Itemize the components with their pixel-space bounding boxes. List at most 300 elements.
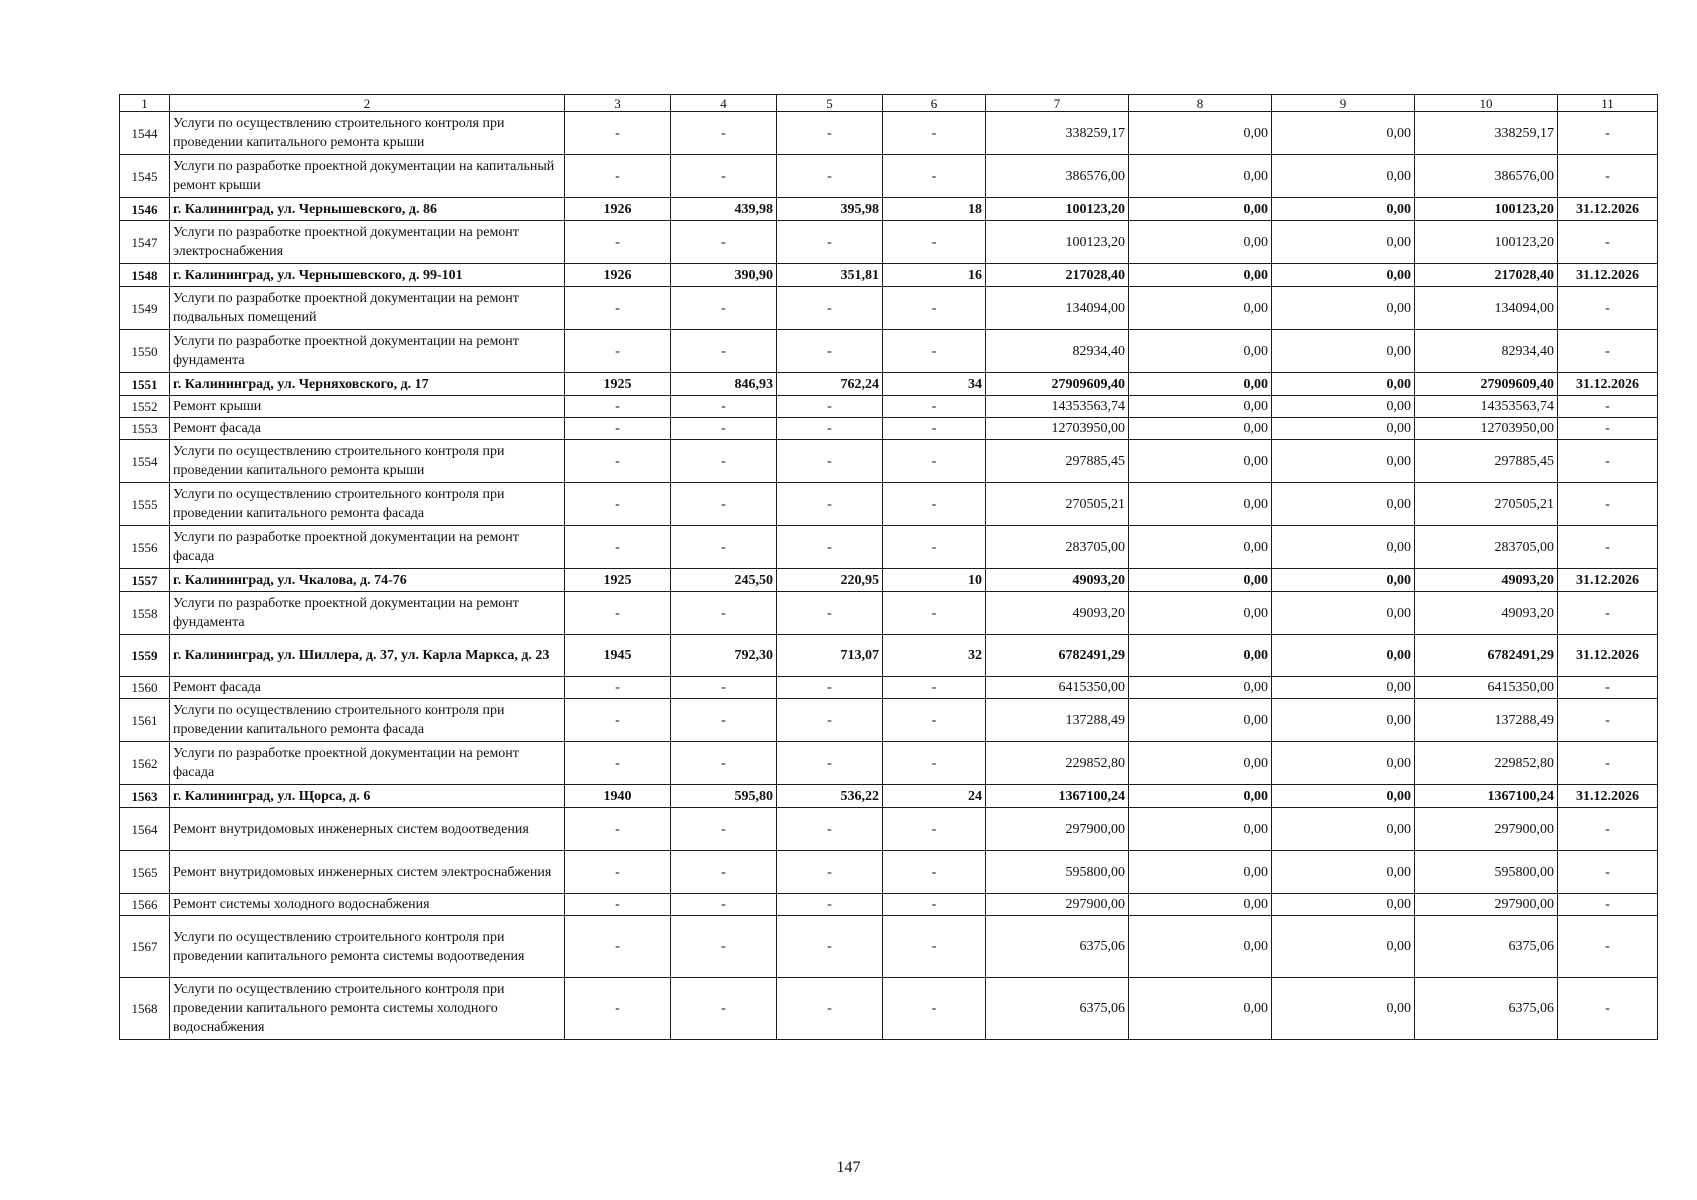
deadline-cell: - xyxy=(1558,526,1658,569)
deadline-cell: 31.12.2026 xyxy=(1558,635,1658,677)
area-total-cell: - xyxy=(671,978,777,1040)
cost-col9-cell: 0,00 xyxy=(1272,483,1415,526)
row-description: г. Калининград, ул. Черняховского, д. 17 xyxy=(170,373,565,396)
residents-cell: 24 xyxy=(883,785,986,808)
cost-col8-cell: 0,00 xyxy=(1129,785,1272,808)
row-number: 1565 xyxy=(120,851,170,894)
cost-col8-cell: 0,00 xyxy=(1129,978,1272,1040)
area-living-cell: - xyxy=(777,287,883,330)
deadline-cell: 31.12.2026 xyxy=(1558,785,1658,808)
row-description: Ремонт внутридомовых инженерных систем электроснабжения xyxy=(170,851,565,894)
row-number: 1560 xyxy=(120,677,170,699)
deadline-cell: - xyxy=(1558,483,1658,526)
area-total-cell: - xyxy=(671,483,777,526)
residents-cell: 32 xyxy=(883,635,986,677)
cost-col8-cell: 0,00 xyxy=(1129,526,1272,569)
row-description: Услуги по осуществлению строительного контроля при проведении капитального ремонта системы холодного водоснабжения xyxy=(170,978,565,1040)
year-cell: - xyxy=(565,851,671,894)
row-description: г. Калининград, ул. Чернышевского, д. 86 xyxy=(170,198,565,221)
year-cell: 1945 xyxy=(565,635,671,677)
residents-cell: - xyxy=(883,916,986,978)
area-living-cell: - xyxy=(777,330,883,373)
cost-col9-cell: 0,00 xyxy=(1272,894,1415,916)
row-description: Услуги по разработке проектной документации на ремонт электроснабжения xyxy=(170,221,565,264)
row-description: Услуги по разработке проектной документации на ремонт подвальных помещений xyxy=(170,287,565,330)
residents-cell: 10 xyxy=(883,569,986,592)
cost-col10-cell: 49093,20 xyxy=(1415,592,1558,635)
area-total-cell: 245,50 xyxy=(671,569,777,592)
cost-col10-cell: 6782491,29 xyxy=(1415,635,1558,677)
residents-cell: - xyxy=(883,287,986,330)
area-total-cell: - xyxy=(671,894,777,916)
residents-cell: - xyxy=(883,978,986,1040)
deadline-cell: - xyxy=(1558,418,1658,440)
cost-col8-cell: 0,00 xyxy=(1129,742,1272,785)
year-cell: - xyxy=(565,894,671,916)
cost-col8-cell: 0,00 xyxy=(1129,440,1272,483)
residents-cell: - xyxy=(883,396,986,418)
residents-cell: 18 xyxy=(883,198,986,221)
area-total-cell: - xyxy=(671,699,777,742)
row-description: Услуги по разработке проектной документации на капитальный ремонт крыши xyxy=(170,155,565,198)
row-description: Ремонт внутридомовых инженерных систем водоотведения xyxy=(170,808,565,851)
cost-col8-cell: 0,00 xyxy=(1129,569,1272,592)
row-number: 1545 xyxy=(120,155,170,198)
area-living-cell: 536,22 xyxy=(777,785,883,808)
cost-col8-cell: 0,00 xyxy=(1129,396,1272,418)
deadline-cell: - xyxy=(1558,287,1658,330)
deadline-cell: - xyxy=(1558,808,1658,851)
deadline-cell: - xyxy=(1558,677,1658,699)
cost-col8-cell: 0,00 xyxy=(1129,198,1272,221)
deadline-cell: - xyxy=(1558,155,1658,198)
cost-total-cell: 217028,40 xyxy=(986,264,1129,287)
deadline-cell: - xyxy=(1558,894,1658,916)
cost-col9-cell: 0,00 xyxy=(1272,808,1415,851)
cost-col10-cell: 14353563,74 xyxy=(1415,396,1558,418)
cost-total-cell: 49093,20 xyxy=(986,592,1129,635)
row-number: 1549 xyxy=(120,287,170,330)
work-item-row xyxy=(120,699,1658,742)
area-total-cell: - xyxy=(671,287,777,330)
residents-cell: - xyxy=(883,894,986,916)
row-number: 1548 xyxy=(120,264,170,287)
address-row xyxy=(120,635,1658,677)
row-description: Услуги по разработке проектной документации на ремонт фасада xyxy=(170,742,565,785)
area-living-cell: - xyxy=(777,418,883,440)
work-item-row xyxy=(120,526,1658,569)
cost-col9-cell: 0,00 xyxy=(1272,112,1415,155)
area-total-cell: - xyxy=(671,742,777,785)
row-number: 1562 xyxy=(120,742,170,785)
row-description: Ремонт фасада xyxy=(170,677,565,699)
cost-col9-cell: 0,00 xyxy=(1272,396,1415,418)
row-description: Услуги по осуществлению строительного контроля при проведении капитального ремонта фасада xyxy=(170,699,565,742)
cost-col8-cell: 0,00 xyxy=(1129,287,1272,330)
row-description: г. Калининград, ул. Шиллера, д. 37, ул. Карла Маркса, д. 23 xyxy=(170,635,565,677)
residents-cell: - xyxy=(883,155,986,198)
area-living-cell: - xyxy=(777,677,883,699)
work-item-row xyxy=(120,440,1658,483)
row-number: 1544 xyxy=(120,112,170,155)
cost-total-cell: 1367100,24 xyxy=(986,785,1129,808)
area-total-cell: - xyxy=(671,808,777,851)
residents-cell: - xyxy=(883,112,986,155)
row-description: г. Калининград, ул. Щорса, д. 6 xyxy=(170,785,565,808)
area-living-cell: - xyxy=(777,894,883,916)
row-number: 1552 xyxy=(120,396,170,418)
deadline-cell: 31.12.2026 xyxy=(1558,264,1658,287)
row-number: 1561 xyxy=(120,699,170,742)
year-cell: 1925 xyxy=(565,569,671,592)
cost-col9-cell: 0,00 xyxy=(1272,330,1415,373)
cost-total-cell: 270505,21 xyxy=(986,483,1129,526)
year-cell: - xyxy=(565,526,671,569)
cost-col10-cell: 137288,49 xyxy=(1415,699,1558,742)
cost-col8-cell: 0,00 xyxy=(1129,264,1272,287)
residents-cell: - xyxy=(883,808,986,851)
cost-total-cell: 6415350,00 xyxy=(986,677,1129,699)
column-number-row xyxy=(120,95,1658,112)
year-cell: - xyxy=(565,592,671,635)
column-header: 4 xyxy=(671,95,777,112)
area-living-cell: - xyxy=(777,155,883,198)
area-total-cell: - xyxy=(671,396,777,418)
year-cell: - xyxy=(565,155,671,198)
area-living-cell: 762,24 xyxy=(777,373,883,396)
residents-cell: - xyxy=(883,677,986,699)
cost-col9-cell: 0,00 xyxy=(1272,287,1415,330)
cost-col9-cell: 0,00 xyxy=(1272,742,1415,785)
cost-col10-cell: 297900,00 xyxy=(1415,894,1558,916)
cost-col10-cell: 283705,00 xyxy=(1415,526,1558,569)
row-description: Услуги по разработке проектной документации на ремонт фундамента xyxy=(170,592,565,635)
area-living-cell: - xyxy=(777,851,883,894)
cost-total-cell: 229852,80 xyxy=(986,742,1129,785)
area-total-cell: - xyxy=(671,221,777,264)
cost-col10-cell: 595800,00 xyxy=(1415,851,1558,894)
column-header: 1 xyxy=(120,95,170,112)
cost-col9-cell: 0,00 xyxy=(1272,198,1415,221)
year-cell: - xyxy=(565,221,671,264)
row-number: 1557 xyxy=(120,569,170,592)
area-living-cell: 395,98 xyxy=(777,198,883,221)
work-item-row xyxy=(120,742,1658,785)
cost-total-cell: 6782491,29 xyxy=(986,635,1129,677)
work-item-row xyxy=(120,483,1658,526)
page-number: 147 xyxy=(836,1159,861,1176)
deadline-cell: 31.12.2026 xyxy=(1558,198,1658,221)
area-living-cell: 351,81 xyxy=(777,264,883,287)
address-row xyxy=(120,198,1658,221)
row-description: Ремонт крыши xyxy=(170,396,565,418)
cost-total-cell: 6375,06 xyxy=(986,978,1129,1040)
row-description: Услуги по осуществлению строительного контроля при проведении капитального ремонта фасада xyxy=(170,483,565,526)
cost-col10-cell: 134094,00 xyxy=(1415,287,1558,330)
cost-total-cell: 595800,00 xyxy=(986,851,1129,894)
cost-total-cell: 49093,20 xyxy=(986,569,1129,592)
work-item-row xyxy=(120,978,1658,1040)
column-header: 8 xyxy=(1129,95,1272,112)
cost-col8-cell: 0,00 xyxy=(1129,592,1272,635)
area-total-cell: - xyxy=(671,592,777,635)
column-header: 5 xyxy=(777,95,883,112)
cost-col10-cell: 82934,40 xyxy=(1415,330,1558,373)
cost-col9-cell: 0,00 xyxy=(1272,916,1415,978)
area-living-cell: - xyxy=(777,808,883,851)
cost-col8-cell: 0,00 xyxy=(1129,808,1272,851)
cost-col9-cell: 0,00 xyxy=(1272,978,1415,1040)
cost-col8-cell: 0,00 xyxy=(1129,916,1272,978)
cost-col9-cell: 0,00 xyxy=(1272,155,1415,198)
cost-col9-cell: 0,00 xyxy=(1272,264,1415,287)
work-item-row xyxy=(120,894,1658,916)
cost-col9-cell: 0,00 xyxy=(1272,699,1415,742)
address-row xyxy=(120,264,1658,287)
row-description: г. Калининград, ул. Чкалова, д. 74-76 xyxy=(170,569,565,592)
residents-cell: - xyxy=(883,851,986,894)
cost-col10-cell: 297900,00 xyxy=(1415,808,1558,851)
row-description: Ремонт фасада xyxy=(170,418,565,440)
deadline-cell: - xyxy=(1558,330,1658,373)
row-number: 1559 xyxy=(120,635,170,677)
cost-col10-cell: 386576,00 xyxy=(1415,155,1558,198)
column-header: 9 xyxy=(1272,95,1415,112)
area-living-cell: 713,07 xyxy=(777,635,883,677)
year-cell: - xyxy=(565,287,671,330)
area-total-cell: - xyxy=(671,851,777,894)
row-number: 1564 xyxy=(120,808,170,851)
row-description: Услуги по разработке проектной документации на ремонт фасада xyxy=(170,526,565,569)
cost-total-cell: 27909609,40 xyxy=(986,373,1129,396)
cost-col8-cell: 0,00 xyxy=(1129,851,1272,894)
area-living-cell: - xyxy=(777,112,883,155)
cost-total-cell: 338259,17 xyxy=(986,112,1129,155)
deadline-cell: - xyxy=(1558,440,1658,483)
year-cell: - xyxy=(565,699,671,742)
work-item-row xyxy=(120,155,1658,198)
deadline-cell: 31.12.2026 xyxy=(1558,373,1658,396)
row-description: Услуги по осуществлению строительного контроля при проведении капитального ремонта крыши xyxy=(170,112,565,155)
row-description: Услуги по осуществлению строительного контроля при проведении капитального ремонта крыши xyxy=(170,440,565,483)
address-row xyxy=(120,569,1658,592)
row-number: 1567 xyxy=(120,916,170,978)
column-header: 3 xyxy=(565,95,671,112)
column-header: 11 xyxy=(1558,95,1658,112)
cost-col8-cell: 0,00 xyxy=(1129,330,1272,373)
deadline-cell: - xyxy=(1558,978,1658,1040)
cost-col8-cell: 0,00 xyxy=(1129,699,1272,742)
cost-total-cell: 82934,40 xyxy=(986,330,1129,373)
cost-total-cell: 297900,00 xyxy=(986,808,1129,851)
cost-col9-cell: 0,00 xyxy=(1272,221,1415,264)
row-number: 1553 xyxy=(120,418,170,440)
cost-col9-cell: 0,00 xyxy=(1272,418,1415,440)
residents-cell: - xyxy=(883,221,986,264)
deadline-cell: - xyxy=(1558,221,1658,264)
repair-program-table xyxy=(119,94,1658,1040)
area-total-cell: - xyxy=(671,330,777,373)
residents-cell: - xyxy=(883,526,986,569)
cost-total-cell: 6375,06 xyxy=(986,916,1129,978)
cost-col8-cell: 0,00 xyxy=(1129,677,1272,699)
row-number: 1555 xyxy=(120,483,170,526)
deadline-cell: 31.12.2026 xyxy=(1558,569,1658,592)
row-number: 1558 xyxy=(120,592,170,635)
work-item-row xyxy=(120,396,1658,418)
residents-cell: - xyxy=(883,592,986,635)
residents-cell: - xyxy=(883,418,986,440)
column-header: 6 xyxy=(883,95,986,112)
cost-col8-cell: 0,00 xyxy=(1129,894,1272,916)
area-living-cell: - xyxy=(777,221,883,264)
area-total-cell: - xyxy=(671,112,777,155)
area-living-cell: - xyxy=(777,742,883,785)
work-item-row xyxy=(120,287,1658,330)
cost-col9-cell: 0,00 xyxy=(1272,785,1415,808)
area-living-cell: - xyxy=(777,699,883,742)
cost-col9-cell: 0,00 xyxy=(1272,635,1415,677)
deadline-cell: - xyxy=(1558,916,1658,978)
cost-col9-cell: 0,00 xyxy=(1272,373,1415,396)
year-cell: - xyxy=(565,677,671,699)
area-total-cell: - xyxy=(671,440,777,483)
row-number: 1554 xyxy=(120,440,170,483)
residents-cell: - xyxy=(883,742,986,785)
column-header: 2 xyxy=(170,95,565,112)
work-item-row xyxy=(120,592,1658,635)
work-item-row xyxy=(120,677,1658,699)
cost-total-cell: 100123,20 xyxy=(986,221,1129,264)
area-living-cell: - xyxy=(777,526,883,569)
row-description: Услуги по разработке проектной документации на ремонт фундамента xyxy=(170,330,565,373)
row-number: 1550 xyxy=(120,330,170,373)
row-number: 1551 xyxy=(120,373,170,396)
area-living-cell: - xyxy=(777,978,883,1040)
area-total-cell: - xyxy=(671,916,777,978)
cost-col9-cell: 0,00 xyxy=(1272,569,1415,592)
area-living-cell: - xyxy=(777,592,883,635)
cost-col8-cell: 0,00 xyxy=(1129,112,1272,155)
row-number: 1556 xyxy=(120,526,170,569)
deadline-cell: - xyxy=(1558,592,1658,635)
row-description: Услуги по осуществлению строительного контроля при проведении капитального ремонта системы водоотведения xyxy=(170,916,565,978)
cost-total-cell: 137288,49 xyxy=(986,699,1129,742)
cost-col9-cell: 0,00 xyxy=(1272,526,1415,569)
area-total-cell: - xyxy=(671,526,777,569)
area-total-cell: 439,98 xyxy=(671,198,777,221)
area-living-cell: - xyxy=(777,916,883,978)
cost-col8-cell: 0,00 xyxy=(1129,373,1272,396)
year-cell: - xyxy=(565,483,671,526)
year-cell: 1926 xyxy=(565,198,671,221)
cost-col10-cell: 297885,45 xyxy=(1415,440,1558,483)
cost-total-cell: 283705,00 xyxy=(986,526,1129,569)
area-total-cell: 595,80 xyxy=(671,785,777,808)
year-cell: 1940 xyxy=(565,785,671,808)
row-number: 1566 xyxy=(120,894,170,916)
area-living-cell: - xyxy=(777,440,883,483)
work-item-row xyxy=(120,221,1658,264)
year-cell: 1925 xyxy=(565,373,671,396)
cost-col10-cell: 49093,20 xyxy=(1415,569,1558,592)
cost-total-cell: 297900,00 xyxy=(986,894,1129,916)
cost-col10-cell: 6415350,00 xyxy=(1415,677,1558,699)
cost-col10-cell: 100123,20 xyxy=(1415,198,1558,221)
year-cell: - xyxy=(565,112,671,155)
area-living-cell: - xyxy=(777,396,883,418)
area-living-cell: 220,95 xyxy=(777,569,883,592)
area-total-cell: - xyxy=(671,155,777,198)
work-item-row xyxy=(120,808,1658,851)
row-description: Ремонт системы холодного водоснабжения xyxy=(170,894,565,916)
cost-total-cell: 14353563,74 xyxy=(986,396,1129,418)
column-header: 7 xyxy=(986,95,1129,112)
row-number: 1563 xyxy=(120,785,170,808)
cost-col9-cell: 0,00 xyxy=(1272,440,1415,483)
cost-col10-cell: 100123,20 xyxy=(1415,221,1558,264)
year-cell: - xyxy=(565,808,671,851)
work-item-row xyxy=(120,418,1658,440)
cost-col10-cell: 6375,06 xyxy=(1415,978,1558,1040)
cost-col10-cell: 270505,21 xyxy=(1415,483,1558,526)
year-cell: - xyxy=(565,418,671,440)
row-number: 1568 xyxy=(120,978,170,1040)
area-living-cell: - xyxy=(777,483,883,526)
cost-total-cell: 386576,00 xyxy=(986,155,1129,198)
deadline-cell: - xyxy=(1558,742,1658,785)
cost-col10-cell: 1367100,24 xyxy=(1415,785,1558,808)
area-total-cell: 390,90 xyxy=(671,264,777,287)
residents-cell: 16 xyxy=(883,264,986,287)
area-total-cell: 792,30 xyxy=(671,635,777,677)
cost-col8-cell: 0,00 xyxy=(1129,635,1272,677)
row-number: 1546 xyxy=(120,198,170,221)
area-total-cell: 846,93 xyxy=(671,373,777,396)
year-cell: - xyxy=(565,440,671,483)
work-item-row xyxy=(120,851,1658,894)
area-total-cell: - xyxy=(671,418,777,440)
deadline-cell: - xyxy=(1558,396,1658,418)
area-total-cell: - xyxy=(671,677,777,699)
cost-col10-cell: 217028,40 xyxy=(1415,264,1558,287)
residents-cell: - xyxy=(883,699,986,742)
work-item-row xyxy=(120,112,1658,155)
cost-col8-cell: 0,00 xyxy=(1129,221,1272,264)
cost-col8-cell: 0,00 xyxy=(1129,418,1272,440)
deadline-cell: - xyxy=(1558,851,1658,894)
cost-total-cell: 134094,00 xyxy=(986,287,1129,330)
year-cell: - xyxy=(565,742,671,785)
row-number: 1547 xyxy=(120,221,170,264)
cost-col9-cell: 0,00 xyxy=(1272,851,1415,894)
residents-cell: 34 xyxy=(883,373,986,396)
column-header: 10 xyxy=(1415,95,1558,112)
residents-cell: - xyxy=(883,440,986,483)
cost-col10-cell: 12703950,00 xyxy=(1415,418,1558,440)
cost-col10-cell: 338259,17 xyxy=(1415,112,1558,155)
cost-col9-cell: 0,00 xyxy=(1272,677,1415,699)
address-row xyxy=(120,373,1658,396)
year-cell: - xyxy=(565,330,671,373)
address-row xyxy=(120,785,1658,808)
cost-col8-cell: 0,00 xyxy=(1129,483,1272,526)
cost-col8-cell: 0,00 xyxy=(1129,155,1272,198)
deadline-cell: - xyxy=(1558,699,1658,742)
deadline-cell: - xyxy=(1558,112,1658,155)
cost-total-cell: 297885,45 xyxy=(986,440,1129,483)
cost-col10-cell: 229852,80 xyxy=(1415,742,1558,785)
